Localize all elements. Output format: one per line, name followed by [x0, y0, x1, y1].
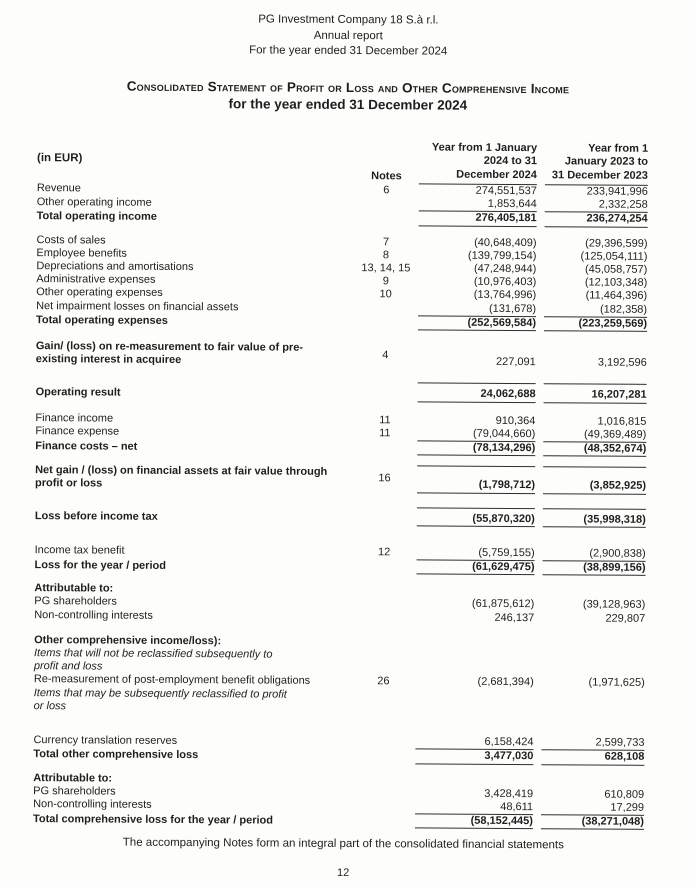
row-value-2024: (55,870,320) [417, 508, 535, 527]
row-note [351, 636, 416, 650]
row-note [353, 302, 418, 316]
row-note [353, 383, 418, 402]
row-label: Administrative expenses [36, 273, 156, 287]
row-label: Non-controlling interests [34, 608, 153, 622]
row-column-gap [534, 637, 542, 650]
row-note: 8 [382, 249, 390, 262]
table-header-row [37, 139, 648, 186]
row-value-2024: 1,853,644 [419, 198, 537, 212]
row-column-gap [533, 736, 541, 750]
row-label: Other operating income [36, 195, 152, 209]
row-label: PG shareholders [34, 595, 117, 609]
row-value-2024: (2,681,394) [477, 676, 534, 689]
row-value-2023: (29,396,599) [585, 237, 648, 250]
row-value-2024: (47,248,944) [473, 262, 537, 276]
row-value-2024: (1,798,712) [417, 466, 535, 493]
row-label: Operating result [35, 386, 121, 399]
row-column-gap [535, 442, 543, 456]
row-note [350, 787, 415, 801]
row-value-2023 [542, 637, 645, 651]
row-value-2024: (139,799,154) [467, 249, 537, 262]
row-value-2024: (252,569,584) [418, 316, 536, 331]
row-label: Items that will not be reclassified subsequently to profit and loss [33, 647, 273, 673]
row-value-2024: (131,678) [418, 302, 536, 316]
row-column-gap [534, 585, 542, 598]
row-value-2023: (125,054,111) [580, 250, 648, 263]
row-column-gap [536, 303, 544, 317]
row-value-2024: (13,764,996) [473, 289, 537, 302]
row-value-2023: (35,998,318) [543, 508, 646, 527]
row-note [351, 584, 416, 598]
row-label: Other operating expenses [36, 286, 163, 300]
row-label: Finance income [35, 411, 114, 425]
row-value-2024: (61,629,475) [416, 560, 534, 575]
financial-statement-table [33, 139, 648, 831]
row-column-gap [537, 212, 545, 226]
row-value-2023: 3,192,596 [597, 356, 647, 370]
row-label: Costs of sales [36, 233, 106, 247]
row-value-2024: 6,158,424 [415, 736, 533, 750]
row-label: Attributable to: [33, 771, 113, 785]
row-value-2023: 2,332,258 [545, 198, 648, 212]
row-column-gap [536, 263, 544, 276]
row-value-2023: 1,016,815 [597, 415, 647, 428]
row-value-2023: (182,358) [544, 303, 647, 317]
row-label: Revenue [36, 182, 81, 195]
row-value-2023 [541, 775, 644, 789]
row-column-gap [533, 750, 541, 764]
row-column-gap [535, 428, 543, 442]
row-column-gap [536, 290, 544, 303]
row-note: 11 [379, 413, 391, 426]
row-label: Depreciations and amortisations [36, 260, 194, 274]
row-value-2023: 16,207,281 [544, 384, 647, 403]
row-note [351, 649, 416, 676]
row-note [354, 197, 419, 211]
row-column-gap [535, 508, 543, 526]
row-value-2024: (61,875,612) [471, 598, 535, 611]
row-value-2023 [542, 650, 645, 677]
row-column-gap [534, 561, 542, 575]
table-row [35, 464, 646, 494]
row-label: Finance expense [35, 425, 120, 438]
row-column-gap [533, 801, 541, 815]
row-column-gap [535, 547, 543, 561]
row-value-2024: 3,428,419 [484, 787, 534, 800]
row-value-2023: (49,369,489) [543, 428, 646, 442]
row-note: 7 [382, 235, 390, 248]
table-row [34, 687, 645, 717]
row-label: Employee benefits [36, 246, 127, 260]
row-value-2024: 227,091 [495, 356, 536, 369]
row-column-gap [533, 815, 541, 829]
statement-title [0, 76, 697, 115]
row-value-2024: (79,044,660) [417, 427, 535, 441]
statement-title-line1: Consolidated Statement of Profit or Loss and Other Comprehensive Income [126, 78, 570, 96]
row-note [352, 507, 417, 526]
row-value-2023: 610,809 [604, 788, 645, 801]
company-name: PG Investment Company 18 S.à r.l. [258, 13, 439, 27]
table-body [33, 182, 648, 830]
row-label: Non-controlling interests [33, 798, 152, 812]
row-column-gap [536, 316, 544, 330]
row-value-2024: 3,477,030 [415, 749, 533, 764]
row-note: 9 [382, 275, 389, 288]
row-value-2024: 910,364 [495, 414, 536, 427]
row-value-2023: 236,274,254 [545, 212, 648, 227]
row-value-2024 [416, 689, 534, 716]
row-value-2023: (1,971,625) [588, 676, 645, 690]
column-header-gap [537, 142, 545, 185]
row-column-gap [535, 467, 543, 493]
table-row [36, 340, 647, 370]
row-value-2023: (38,271,048) [541, 815, 644, 830]
row-column-gap [536, 250, 544, 263]
row-label: Gain/ (loss) on re-measurement to fair value of pre- existing interest in acquiree [35, 340, 304, 367]
row-label: Finance costs – net [35, 439, 138, 453]
row-note: 10 [379, 288, 392, 301]
row-note: 26 [377, 675, 390, 688]
row-note: 12 [377, 546, 391, 559]
row-column-gap [534, 612, 542, 625]
row-value-2023: 2,599,733 [541, 736, 644, 750]
row-label: Total operating income [36, 210, 157, 223]
row-value-2024: (5,759,155) [417, 546, 535, 560]
footer-note: The accompanying Notes form an integral part of the consolidated financial statements [122, 836, 564, 852]
column-header-year-2023: Year from 1 January 2023 to 31 December 2023 [545, 142, 648, 186]
row-label: Re-measurement of post-employment benefit obligations [33, 673, 311, 688]
row-value-2024: 24,062,688 [418, 383, 536, 402]
row-value-2023: (45,058,757) [584, 263, 648, 276]
row-label: Other comprehensive income/loss): [34, 633, 222, 648]
row-value-2024: (40,648,409) [474, 236, 537, 249]
row-label: Currency translation reserves [33, 733, 178, 747]
row-column-gap [536, 343, 544, 369]
row-column-gap [534, 650, 542, 676]
row-note [352, 441, 417, 456]
row-label: Total operating expenses [36, 314, 168, 328]
row-value-2024 [416, 585, 534, 599]
document-header [0, 0, 697, 62]
row-value-2023: (38,899,156) [542, 561, 645, 576]
table-row [35, 505, 646, 527]
row-label: Total other comprehensive loss [33, 747, 199, 761]
row-note: 11 [379, 427, 391, 440]
row-note [350, 800, 415, 814]
statement-title-line2: for the year ended 31 December 2024 [228, 95, 468, 113]
row-note [354, 211, 419, 226]
row-value-2023: (2,900,838) [543, 547, 646, 561]
table-row [33, 812, 644, 830]
row-column-gap [533, 788, 541, 801]
column-header-notes: Notes [371, 169, 402, 182]
row-label: PG shareholders [33, 784, 116, 798]
row-note [350, 749, 415, 764]
row-note: 16 [378, 472, 391, 485]
page-number: 12 [337, 867, 350, 880]
row-column-gap [536, 237, 544, 250]
report-period: For the year ended 31 December 2024 [249, 44, 448, 58]
row-value-2023: (223,259,569) [544, 317, 647, 332]
row-note [351, 560, 416, 575]
row-column-gap [533, 775, 541, 788]
row-value-2023: (48,352,674) [543, 442, 646, 457]
row-value-2023: (12,103,348) [584, 276, 648, 290]
row-value-2023: (39,128,963) [582, 598, 646, 612]
row-label: Items that may be subsequently reclassified to profit or loss [33, 686, 287, 713]
row-note: 13, 14, 15 [361, 262, 411, 275]
row-note [350, 774, 415, 788]
row-value-2023: 17,299 [541, 801, 644, 815]
row-value-2024: 48,611 [415, 800, 533, 814]
row-note [350, 814, 415, 829]
row-note [351, 597, 416, 611]
row-value-2023: 233,941,996 [586, 185, 648, 198]
row-column-gap [535, 415, 543, 428]
row-value-2024: 274,551,537 [475, 184, 537, 198]
column-header-currency: (in EUR) [36, 152, 83, 165]
row-column-gap [534, 690, 542, 716]
row-label: Net gain / (loss) on financial assets at fair value through profit or loss [35, 463, 328, 490]
row-value-2023 [542, 585, 645, 599]
row-column-gap [536, 384, 544, 402]
row-note: 4 [382, 348, 389, 361]
row-value-2024 [415, 774, 533, 788]
row-label: Loss before income tax [34, 510, 158, 524]
row-column-gap [534, 677, 542, 690]
row-value-2024: 276,405,181 [419, 211, 537, 226]
row-value-2024 [416, 650, 534, 677]
row-note [351, 611, 416, 625]
table-row [34, 647, 645, 677]
row-note [351, 689, 416, 716]
row-value-2024: (10,976,403) [473, 275, 537, 289]
row-label: Loss for the year / period [34, 558, 167, 572]
row-value-2024 [416, 636, 534, 650]
row-note: 6 [383, 183, 390, 197]
row-value-2024: 246,137 [494, 611, 535, 624]
row-value-2023: (3,852,925) [543, 467, 646, 494]
row-label: Total comprehensive loss for the year / period [32, 812, 274, 827]
row-label: Net impairment losses on financial assets [36, 300, 239, 314]
row-column-gap [537, 198, 545, 212]
row-value-2023: 229,807 [605, 612, 646, 625]
report-type: Annual report [313, 29, 383, 42]
row-column-gap [534, 599, 542, 612]
row-value-2023: 628,108 [541, 750, 644, 765]
row-column-gap [537, 185, 545, 199]
row-label: Income tax benefit [34, 544, 125, 558]
row-value-2023: (11,464,396) [585, 289, 648, 303]
row-label: Attributable to: [34, 582, 114, 595]
row-value-2024: (58,152,445) [415, 814, 533, 829]
row-value-2023 [542, 690, 645, 717]
row-note [353, 315, 418, 330]
row-note [350, 735, 415, 749]
column-header-year-2024: Year from 1 January 2024 to 31 December 2024 [419, 141, 537, 185]
row-column-gap [536, 276, 544, 289]
row-value-2024: (78,134,296) [417, 441, 535, 456]
